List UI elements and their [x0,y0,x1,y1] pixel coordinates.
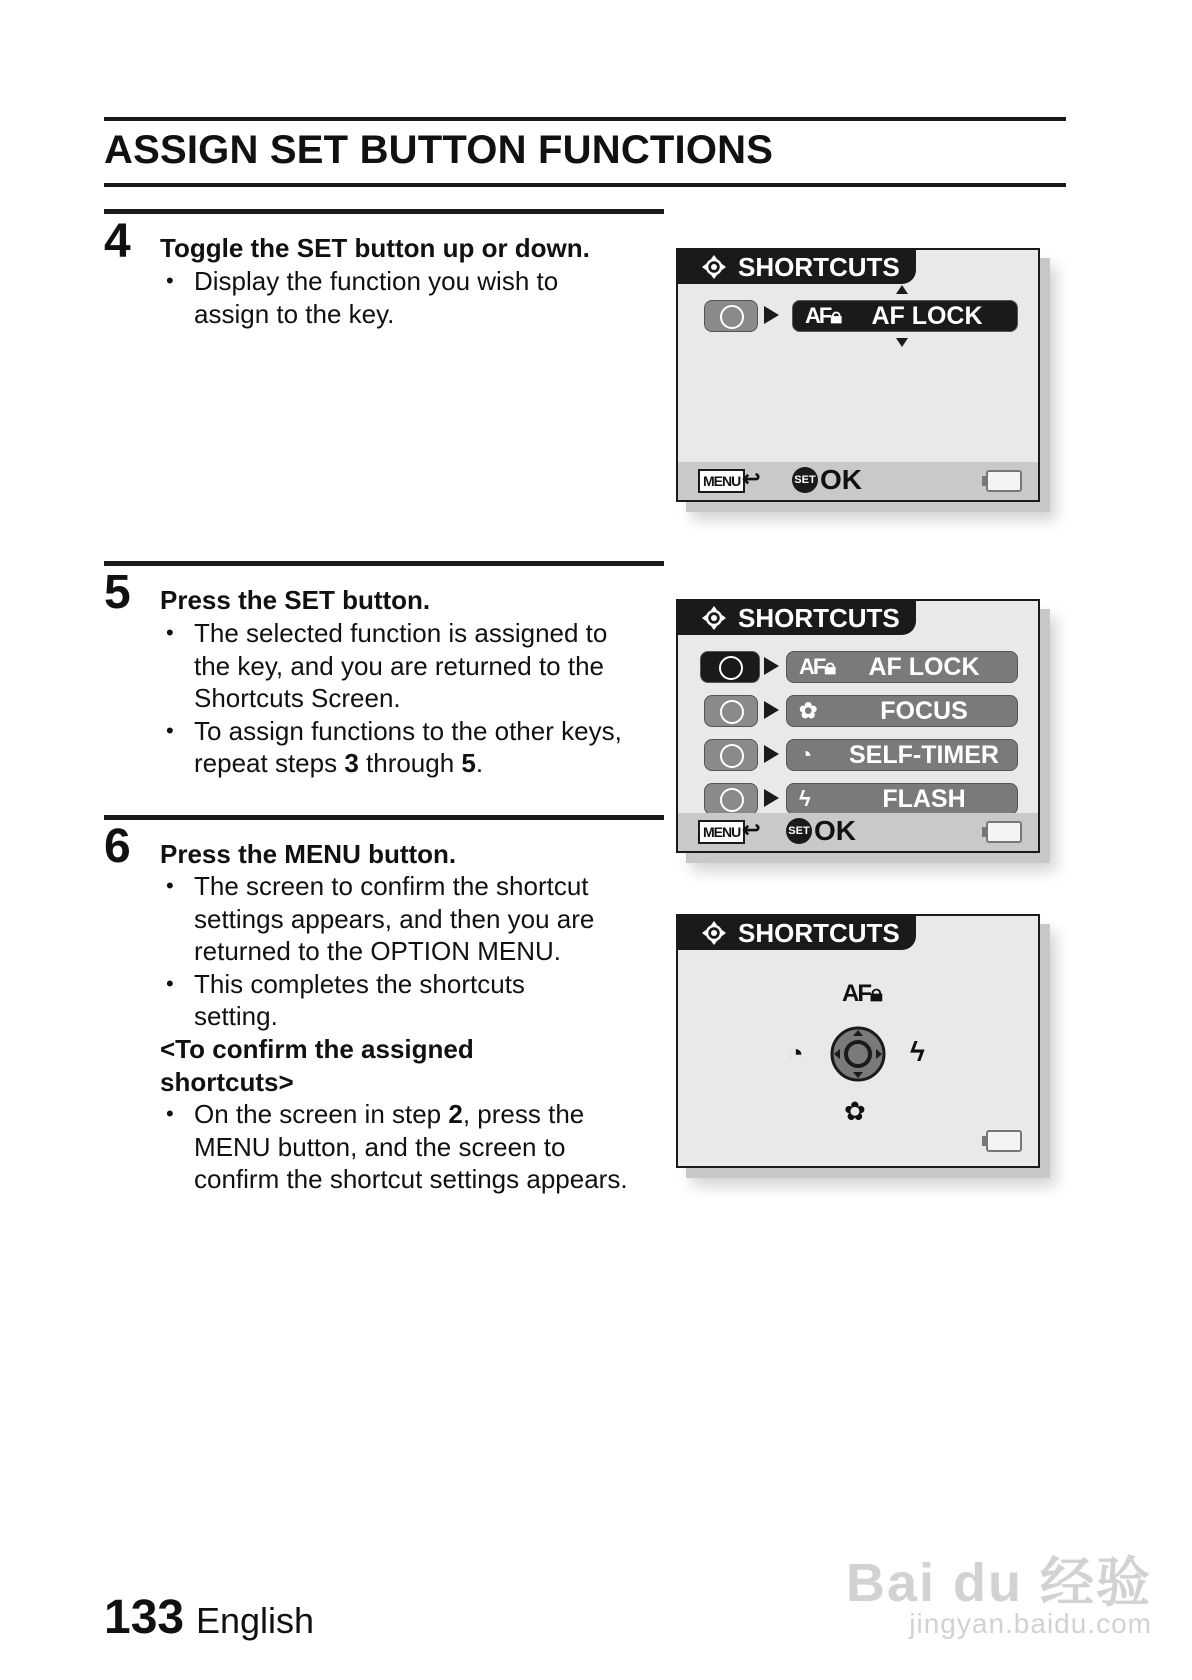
arrow-right-icon [764,745,779,763]
menu-icon: MENU [698,469,745,493]
target-icon [702,921,726,945]
dpad-icon [830,1026,886,1082]
watermark-logo: Bai du 经验 [845,1553,1152,1613]
target-icon [702,255,726,279]
step-5-heading: Press the SET button. [160,585,431,615]
flash-icon: ϟ [910,1036,925,1067]
confirm-subheading: <To confirm the assigned shortcuts> [160,1034,474,1097]
screen-tab [678,601,916,635]
flash-icon: ϟ [799,786,809,811]
menu-icon: MENU [698,820,745,844]
option-label: AF LOCK [868,653,980,681]
arrow-right-icon [764,306,779,324]
step-6-rule [104,815,664,820]
step-5-rule [104,561,664,566]
af-lock-option [786,651,1018,683]
battery-icon [986,821,1022,843]
option-label: FLASH [882,785,966,813]
shortcut-row-up [700,651,1020,681]
title-top-rule [104,117,1066,121]
title-bottom-rule [104,183,1066,187]
shortcut-row [704,300,1014,330]
shortcut-row-right [700,783,1020,813]
screen-shortcuts-list [676,599,1040,853]
screen-tab [678,250,916,284]
tab-label: SHORTCUTS [738,603,900,633]
af-lock-icon: AF🔒︎ [799,654,835,679]
page-language: English [196,1600,315,1641]
step-4-number: 4 [104,215,131,268]
set-icon: SET [786,818,812,844]
ok-label: OK [814,815,856,846]
step-6-bullets [160,870,640,1033]
arrow-right-icon [764,789,779,807]
bullet-item: • On the screen in step 2, press the MENU button, and the screen to confirm the shortcut settings appears. [160,1098,630,1196]
target-icon [702,606,726,630]
dial-up-icon [704,300,758,332]
step-5-number: 5 [104,566,131,619]
focus-option [786,695,1018,727]
shortcut-row-down [700,695,1020,725]
step-6-heading: Press the MENU button. [160,839,457,869]
option-label: SELF-TIMER [849,741,999,769]
af-lock-option [792,300,1018,332]
self-timer-icon: ◔ [788,1038,804,1068]
bullet-item: • The screen to confirm the shortcut settings appears, and then you are returned to the OPTION MENU. [160,870,640,968]
option-label: AF LOCK [871,302,983,330]
tab-label: SHORTCUTS [738,918,900,948]
return-icon: ↩ [742,466,761,491]
set-icon: SET [792,467,818,493]
arrow-down-icon [896,338,908,347]
dial-down-icon [704,695,758,727]
shortcut-row-left [700,739,1020,769]
flash-option [786,783,1018,815]
dial-up-icon [700,651,760,683]
af-lock-icon: AF🔒︎ [805,303,841,328]
step-4-heading: Toggle the SET button up or down. [160,233,590,263]
battery-icon [986,470,1022,492]
page-number: 133 [104,1591,185,1644]
af-lock-icon: AF🔒︎ [842,980,881,1007]
confirm-bullets [160,1098,630,1196]
dial-left-icon [704,739,758,771]
screen-tab [678,916,916,950]
option-label: FOCUS [880,697,968,725]
arrow-right-icon [764,657,779,675]
bullet-item: • The selected function is assigned to the key, and you are returned to the Shortcuts Screen. [160,617,640,715]
arrow-up-icon [896,285,908,294]
ok-label: OK [820,464,862,495]
watermark-url: jingyan.baidu.com [909,1608,1152,1639]
step-6-number: 6 [104,820,131,873]
battery-icon [986,1130,1022,1152]
step-5-bullets [160,617,640,780]
self-timer-option [786,739,1018,771]
tab-label: SHORTCUTS [738,252,900,282]
self-timer-icon: ◔ [799,742,811,767]
dial-right-icon [704,783,758,815]
bullet-item: • Display the function you wish to assign to the key. [160,265,620,330]
page-title: ASSIGN SET BUTTON FUNCTIONS [104,128,774,172]
screen-shortcuts-confirm [676,914,1040,1168]
arrow-right-icon [764,701,779,719]
macro-flower-icon: ✿ [799,698,816,723]
screen-bottom-bar [678,813,1038,851]
macro-flower-icon: ✿ [844,1096,866,1126]
screen-bottom-bar [678,462,1038,500]
bullet-item: • To assign functions to the other keys, repeat steps 3 through 5. [160,715,640,780]
step-4-bullets [160,265,620,330]
step-4-rule [104,209,664,214]
screen-shortcuts-select [676,248,1040,502]
bullet-item: • This completes the shortcuts setting. [160,968,574,1033]
return-icon: ↩ [742,817,761,842]
